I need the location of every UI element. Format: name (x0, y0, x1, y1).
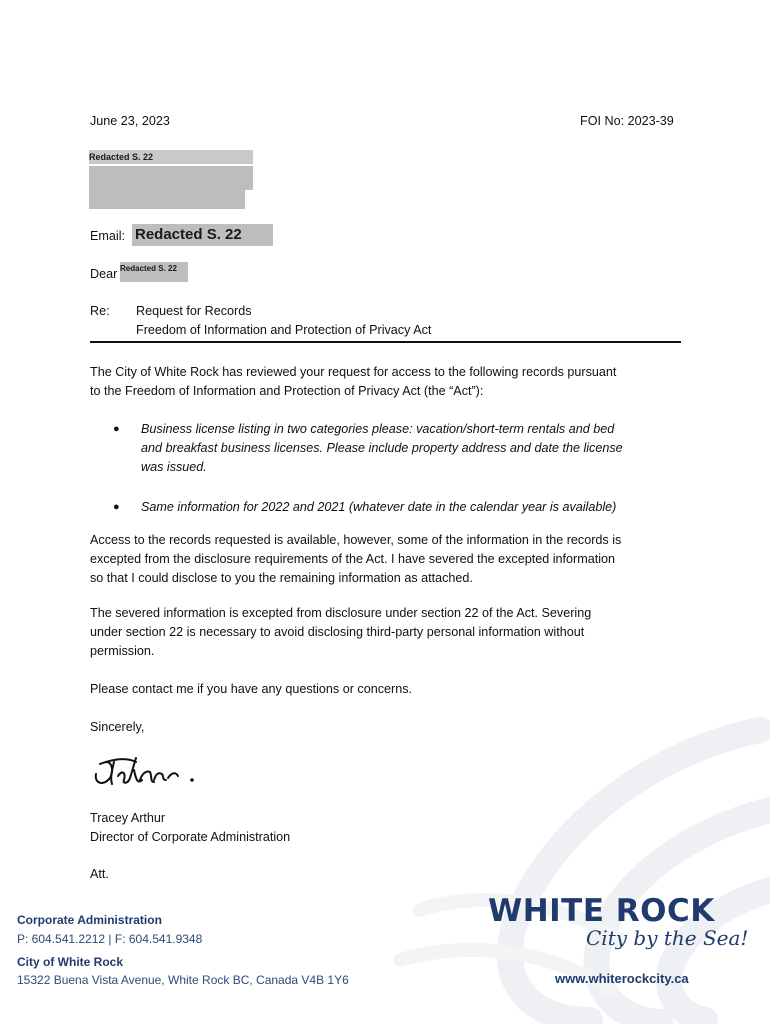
dear-label: Dear (90, 267, 118, 281)
re-divider (90, 341, 681, 343)
severed-line-3: permission. (90, 644, 155, 658)
bullet-1-line-2: and breakfast business licenses. Please include property address and date the license (141, 441, 623, 455)
severed-line-2: under section 22 is necessary to avoid disclosing third-party personal information without (90, 625, 585, 639)
closing-line: Sincerely, (90, 720, 145, 734)
re-line-2: Freedom of Information and Protection of Privacy Act (136, 323, 432, 337)
dear-redaction-tail (120, 276, 188, 282)
bullet-1-line-3: was issued. (141, 460, 207, 474)
signature-image (92, 750, 202, 792)
footer-phone-fax: P: 604.541.2212 | F: 604.541.9348 (17, 932, 203, 946)
re-line-1: Request for Records (136, 304, 252, 318)
contact-line: Please contact me if you have any questions or concerns. (90, 682, 413, 696)
footer-city-title: City of White Rock (17, 955, 124, 969)
address-redaction-block-2 (89, 190, 245, 209)
footer-dept-title: Corporate Administration (17, 913, 162, 927)
signer-title: Director of Corporate Administration (90, 830, 291, 844)
attachment-note: Att. (90, 867, 109, 881)
bullet-1-line-1: Business license listing in two categories please: vacation/short-term rentals and bed (141, 422, 615, 436)
access-line-1: Access to the records requested is available, however, some of the information in the records is (90, 533, 622, 547)
signer-name: Tracey Arthur (90, 811, 166, 825)
intro-line-2: to the Freedom of Information and Protection of Privacy Act (the “Act”): (90, 384, 484, 398)
email-redaction: Redacted S. 22 (132, 224, 273, 246)
bullet-dot-2: ● (113, 501, 120, 513)
address-redaction-label (89, 150, 253, 164)
foi-number: FOI No: 2023-39 (580, 114, 674, 128)
address-redaction-block (89, 166, 253, 190)
access-line-3: so that I could disclose to you the remaining information as attached. (90, 571, 473, 585)
redaction-label-text: Redacted S. 22 (89, 152, 154, 162)
dear-redaction: Redacted S. 22 (120, 262, 188, 276)
bullet-dot-1: ● (113, 423, 120, 435)
logo-tagline: City by the Sea! (586, 926, 749, 950)
footer-address: 15322 Buena Vista Avenue, White Rock BC, Canada V4B 1Y6 (17, 973, 349, 987)
letter-date: June 23, 2023 (90, 114, 170, 128)
bullet-2-line-1: Same information for 2022 and 2021 (whatever date in the calendar year is available) (141, 500, 617, 514)
re-label: Re: (90, 304, 110, 318)
access-line-2: excepted from the disclosure requirements of the Act. I have severed the excepted information (90, 552, 616, 566)
footer-website-link[interactable]: www.whiterockcity.ca (555, 971, 689, 986)
severed-line-1: The severed information is excepted from disclosure under section 22 of the Act. Severing (90, 606, 592, 620)
intro-line-1: The City of White Rock has reviewed your request for access to the following records pursuant (90, 365, 617, 379)
email-label: Email: (90, 229, 125, 243)
logo-wordmark: WHITE ROCK (488, 893, 715, 929)
